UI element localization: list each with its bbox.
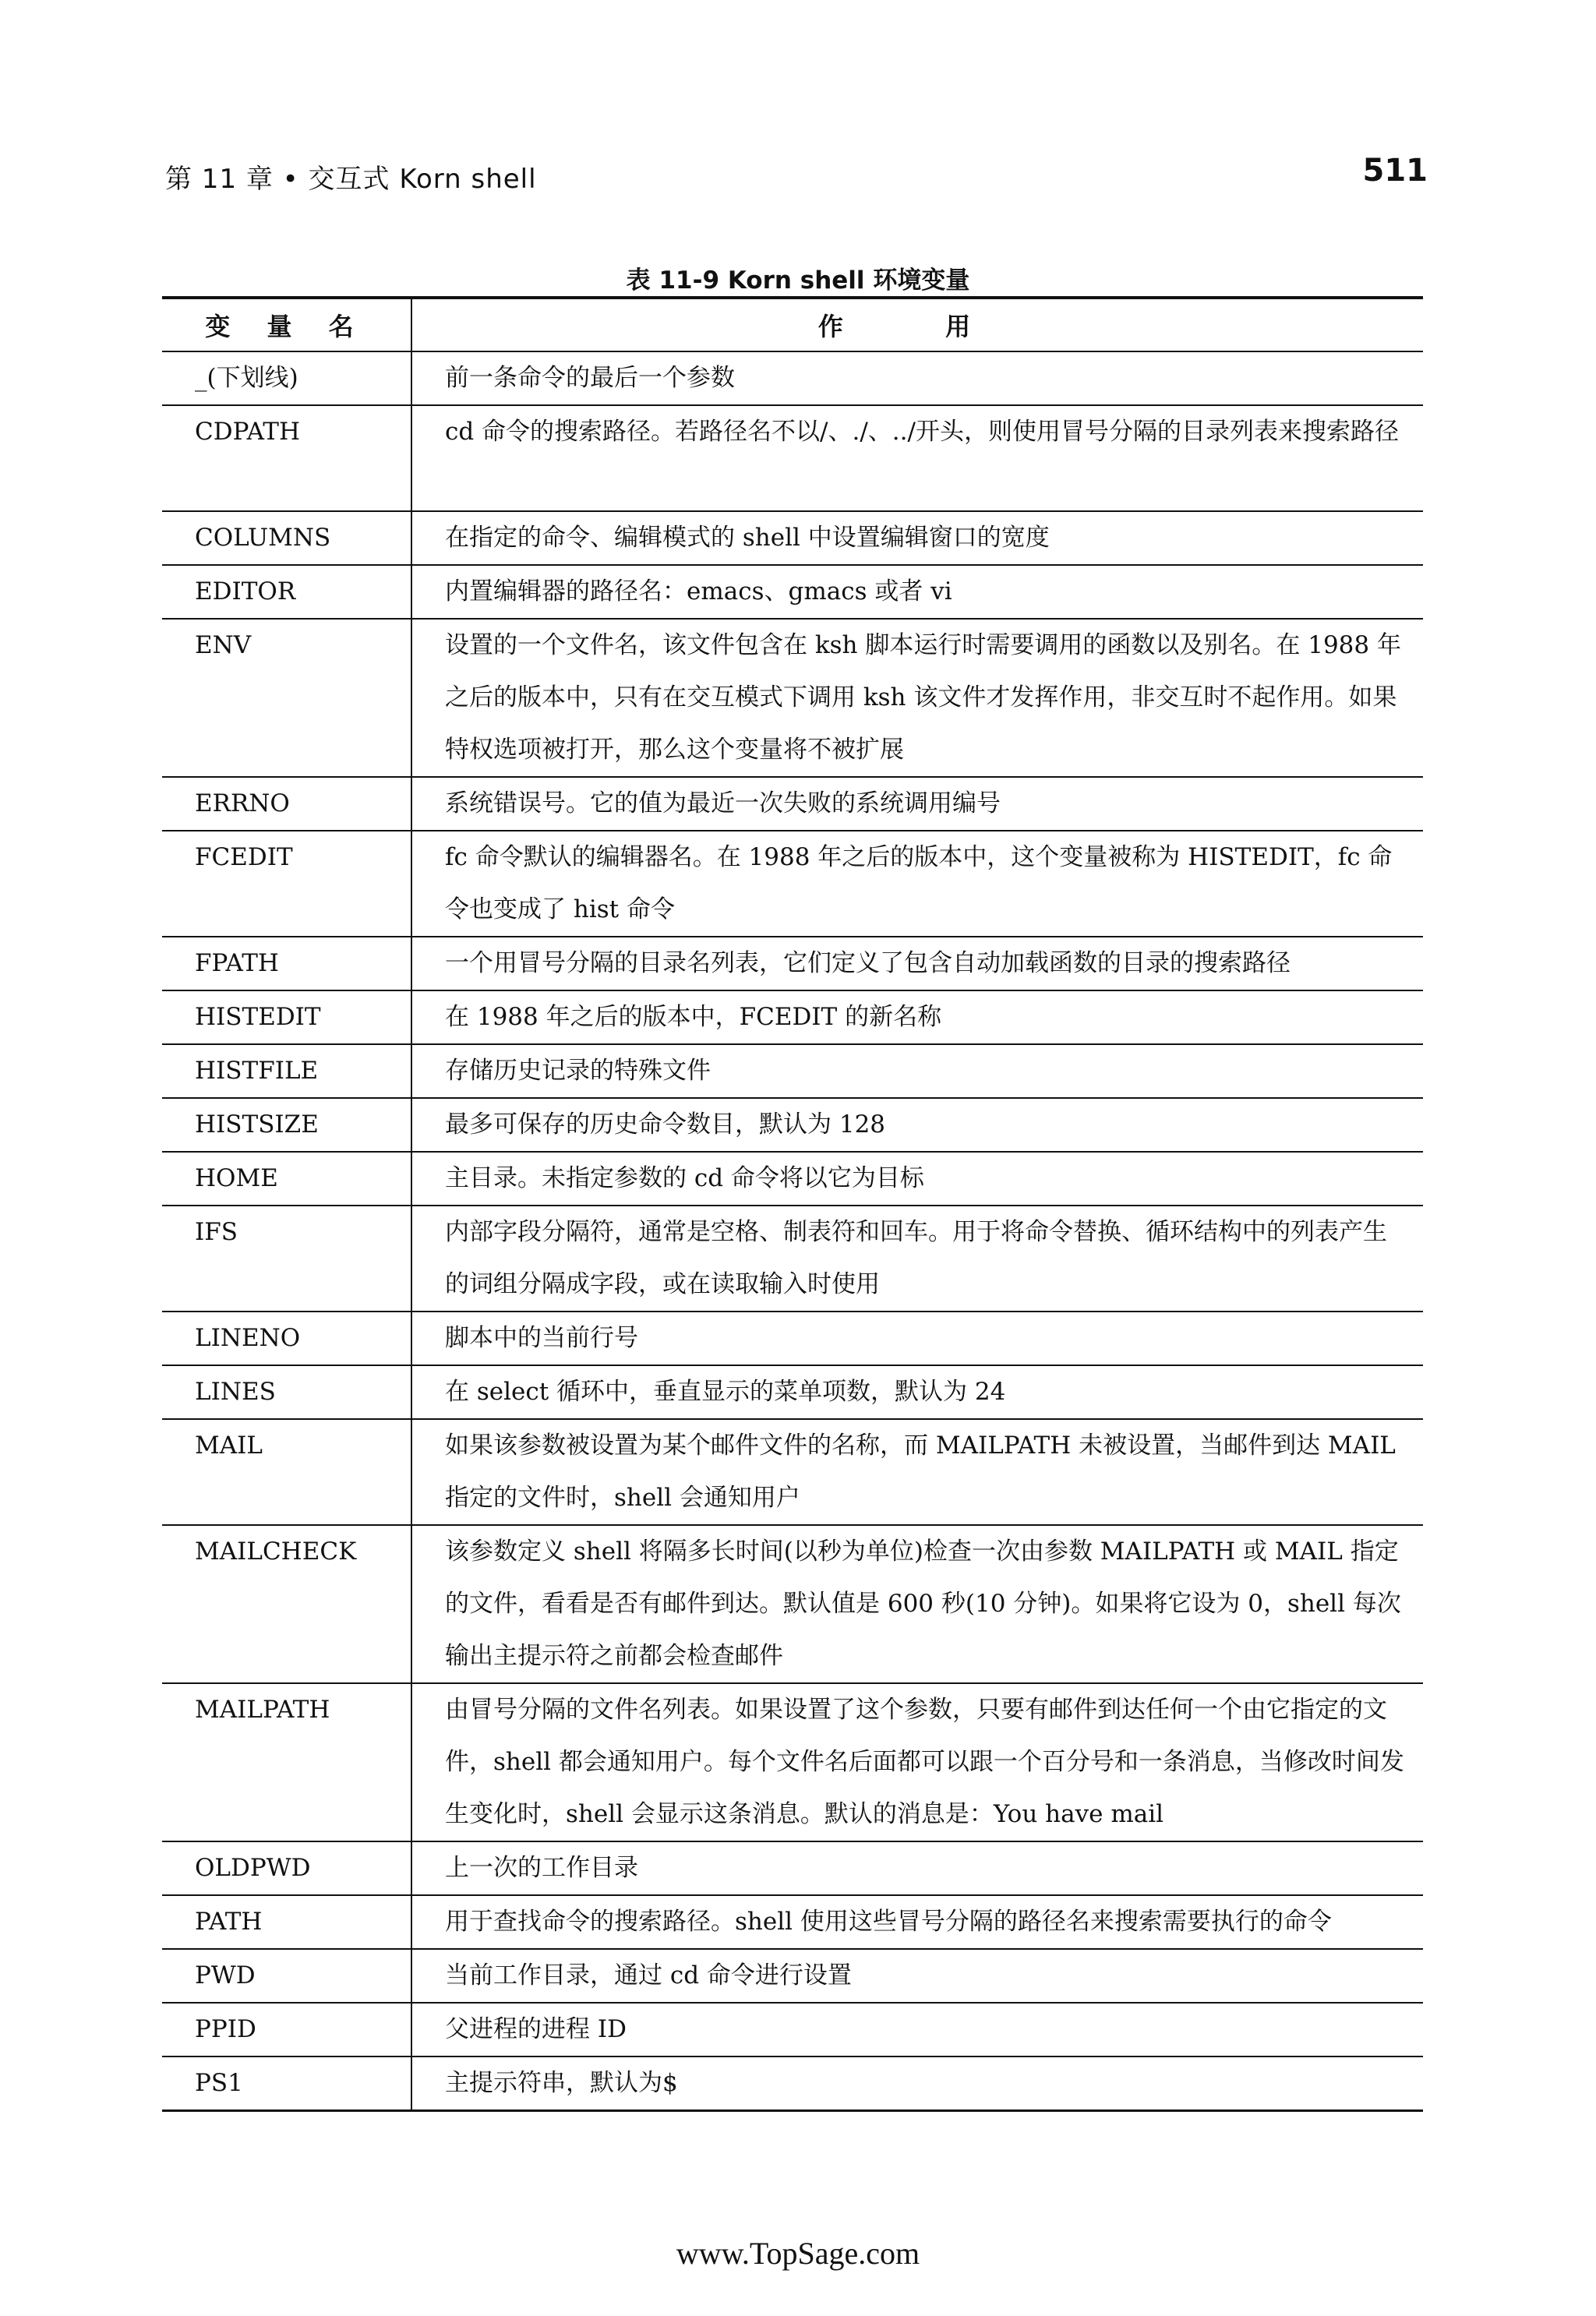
variable-name: COLUMNS — [162, 511, 411, 565]
variable-description: 设置的一个文件名，该文件包含在 ksh 脚本运行时需要调用的函数以及别名。在 1988 年之后的版本中，只有在交互模式下调用 ksh 该文件才发挥作用，非交互时不起作用。如果特权选项被打开，那么这个变量将不被扩展 — [411, 619, 1423, 777]
variable-description: 内置编辑器的路径名：emacs、gmacs 或者 vi — [411, 565, 1423, 619]
variable-description: 主提示符串，默认为$ — [411, 2057, 1423, 2111]
table-row — [162, 2057, 1423, 2111]
variable-name: EDITOR — [162, 565, 411, 619]
chapter-title: 第 11 章 • 交互式 Korn shell — [165, 164, 537, 195]
variable-name: PATH — [162, 1895, 411, 1949]
variable-description: 由冒号分隔的文件名列表。如果设置了这个参数，只要有邮件到达任何一个由它指定的文件，shell 都会通知用户。每个文件名后面都可以跟一个百分号和一条消息，当修改时间发生变化时，shell 会显示这条消息。默认的消息是：You have mail — [411, 1683, 1423, 1841]
table-row — [162, 1152, 1423, 1206]
table-row — [162, 990, 1423, 1044]
table-row — [162, 937, 1423, 990]
variable-name: ENV — [162, 619, 411, 777]
variable-name: OLDPWD — [162, 1841, 411, 1895]
table-title: 表 11-9 Korn shell 环境变量 — [626, 267, 970, 295]
variable-description: 当前工作目录，通过 cd 命令进行设置 — [411, 1949, 1423, 2003]
variable-name: MAILCHECK — [162, 1525, 411, 1683]
variable-name: PPID — [162, 2003, 411, 2057]
variable-description: 脚本中的当前行号 — [411, 1312, 1423, 1365]
variable-description: 最多可保存的历史命令数目，默认为 128 — [411, 1098, 1423, 1152]
variable-name: HISTSIZE — [162, 1098, 411, 1152]
variable-name: _(下划线) — [162, 351, 411, 405]
table-row — [162, 1365, 1423, 1419]
table-row — [162, 511, 1423, 565]
table-row — [162, 777, 1423, 831]
table-row — [162, 1895, 1423, 1949]
variable-description: 在 select 循环中，垂直显示的菜单项数，默认为 24 — [411, 1365, 1423, 1419]
table-row — [162, 1419, 1423, 1525]
table-row — [162, 565, 1423, 619]
env-variables-table — [162, 296, 1423, 2112]
table-row — [162, 1098, 1423, 1152]
table-row — [162, 1841, 1423, 1895]
page-header — [165, 153, 1428, 199]
table-body — [162, 351, 1423, 2111]
variable-description: 用于查找命令的搜索路径。shell 使用这些冒号分隔的路径名来搜索需要执行的命令 — [411, 1895, 1423, 1949]
variable-name: LINENO — [162, 1312, 411, 1365]
table-row — [162, 1044, 1423, 1098]
column-header-description: 作 用 — [411, 298, 1423, 351]
column-header-variable: 变 量 名 — [162, 298, 411, 351]
variable-name: FCEDIT — [162, 831, 411, 937]
variable-description: 前一条命令的最后一个参数 — [411, 351, 1423, 405]
table-row — [162, 619, 1423, 777]
variable-name: ERRNO — [162, 777, 411, 831]
variable-description: 主目录。未指定参数的 cd 命令将以它为目标 — [411, 1152, 1423, 1206]
variable-name: MAIL — [162, 1419, 411, 1525]
variable-description: 存储历史记录的特殊文件 — [411, 1044, 1423, 1098]
variable-name: HISTFILE — [162, 1044, 411, 1098]
variable-name: CDPATH — [162, 405, 411, 511]
variable-name: PS1 — [162, 2057, 411, 2111]
variable-description: 在指定的命令、编辑模式的 shell 中设置编辑窗口的宽度 — [411, 511, 1423, 565]
table-row — [162, 2003, 1423, 2057]
variable-description: 系统错误号。它的值为最近一次失败的系统调用编号 — [411, 777, 1423, 831]
variable-description: 父进程的进程 ID — [411, 2003, 1423, 2057]
variable-name: PWD — [162, 1949, 411, 2003]
table-header-row — [162, 298, 1423, 351]
variable-name: HISTEDIT — [162, 990, 411, 1044]
variable-name: HOME — [162, 1152, 411, 1206]
variable-description: 如果该参数被设置为某个邮件文件的名称，而 MAILPATH 未被设置，当邮件到达 MAIL 指定的文件时，shell 会通知用户 — [411, 1419, 1423, 1525]
variable-description: fc 命令默认的编辑器名。在 1988 年之后的版本中，这个变量被称为 HISTEDIT，fc 命令也变成了 hist 命令 — [411, 831, 1423, 937]
variable-name: IFS — [162, 1206, 411, 1312]
table-row — [162, 405, 1423, 511]
table-row — [162, 1949, 1423, 2003]
table-row — [162, 1525, 1423, 1683]
variable-description: 内部字段分隔符，通常是空格、制表符和回车。用于将命令替换、循环结构中的列表产生的词组分隔成字段，或在读取输入时使用 — [411, 1206, 1423, 1312]
variable-description: cd 命令的搜索路径。若路径名不以/、./、../开头，则使用冒号分隔的目录列表来搜索路径 — [411, 405, 1423, 511]
variable-description: 该参数定义 shell 将隔多长时间(以秒为单位)检查一次由参数 MAILPATH 或 MAIL 指定的文件，看看是否有邮件到达。默认值是 600 秒(10 分钟)。如果将它设为 0，shell 每次输出主提示符之前都会检查邮件 — [411, 1525, 1423, 1683]
table-row — [162, 831, 1423, 937]
variable-description: 上一次的工作目录 — [411, 1841, 1423, 1895]
variable-description: 在 1988 年之后的版本中，FCEDIT 的新名称 — [411, 990, 1423, 1044]
variable-name: FPATH — [162, 937, 411, 990]
variable-name: MAILPATH — [162, 1683, 411, 1841]
table-row — [162, 1312, 1423, 1365]
variable-description: 一个用冒号分隔的目录名列表，它们定义了包含自动加载函数的目录的搜索路径 — [411, 937, 1423, 990]
footer-watermark: www.TopSage.com — [676, 2236, 920, 2271]
page-number: 511 — [1362, 153, 1428, 189]
table-row — [162, 1683, 1423, 1841]
variable-name: LINES — [162, 1365, 411, 1419]
table-row — [162, 1206, 1423, 1312]
table-row — [162, 351, 1423, 405]
